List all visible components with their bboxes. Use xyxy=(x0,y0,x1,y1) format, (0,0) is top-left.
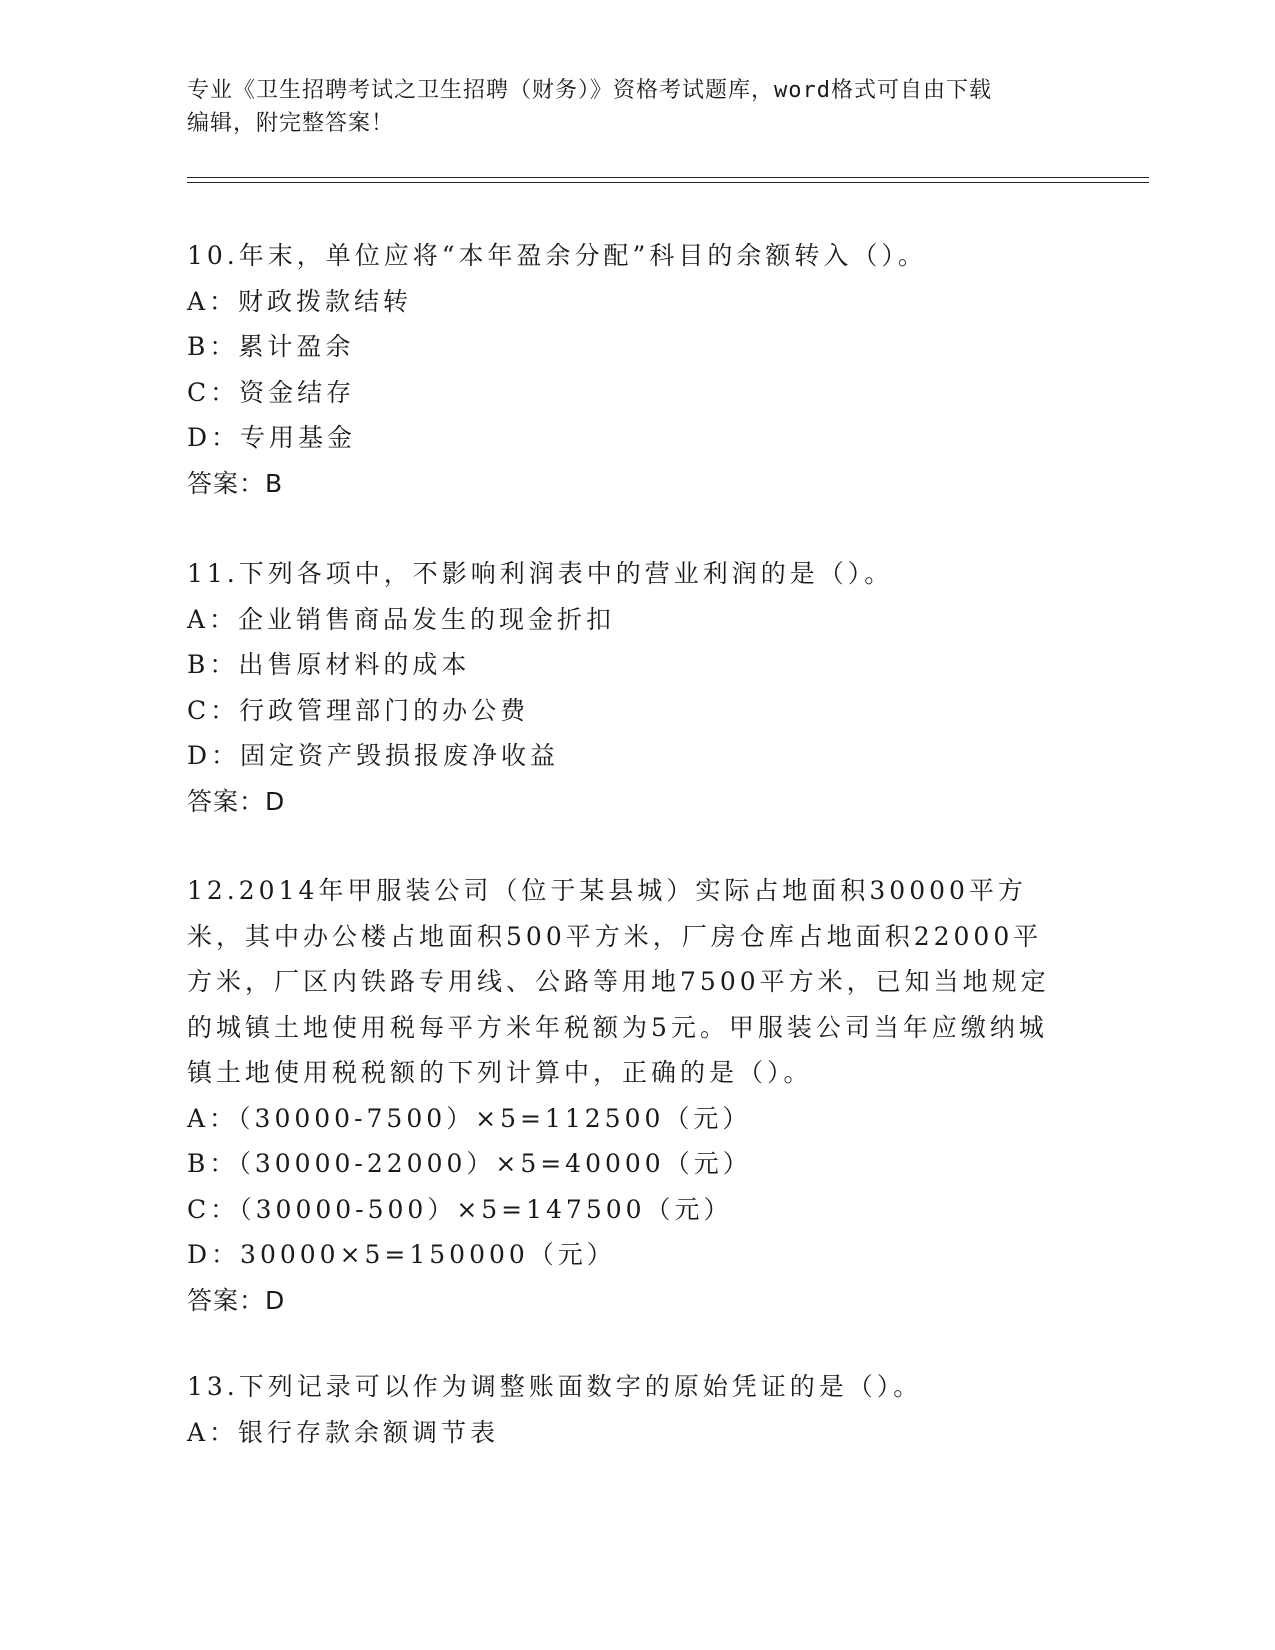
option-a: A：（30000-7500）×5=112500（元） xyxy=(187,1103,752,1133)
option-c: C：（30000-500）×5=147500（元） xyxy=(187,1194,733,1224)
answer: 答案：D xyxy=(187,1285,286,1315)
question-stem: 13.下列记录可以作为调整账面数字的原始凭证的是（）。 xyxy=(187,1372,923,1401)
option-a: A：企业销售商品发生的现金折扣 xyxy=(187,604,616,634)
question-12 xyxy=(187,868,1087,1323)
option-c: C：行政管理部门的办公费 xyxy=(187,695,530,725)
option-a: A：银行存款余额调节表 xyxy=(187,1417,500,1447)
question-stem: 11.下列各项中，不影响利润表中的营业利润的是（）。 xyxy=(187,559,894,588)
question-13 xyxy=(187,1364,1087,1455)
header-divider-top xyxy=(187,177,1149,178)
header-line-2: 编辑，附完整答案！ xyxy=(187,111,395,136)
question-11 xyxy=(187,551,1087,824)
question-stem: 10.年末，单位应将“本年盈余分配”科目的余额转入（）。 xyxy=(187,241,927,270)
option-b: B：（30000-22000）×5=40000（元） xyxy=(187,1149,752,1178)
answer: 答案：D xyxy=(187,786,286,816)
header-line-1: 专业《卫生招聘考试之卫生招聘（财务）》资格考试题库，word格式可自由下载 xyxy=(187,78,992,103)
option-c: C：资金结存 xyxy=(187,377,356,407)
document-header xyxy=(187,74,1087,140)
header-divider-bottom xyxy=(187,182,1149,183)
option-d: D：30000×5=150000（元） xyxy=(187,1240,616,1269)
option-d: D：固定资产毁损报废净收益 xyxy=(187,741,560,770)
option-b: B：累计盈余 xyxy=(187,332,355,361)
question-10 xyxy=(187,233,1087,506)
answer: 答案：B xyxy=(187,468,284,498)
question-stem: 12.2014年甲服装公司（位于某县城）实际占地面积30000平方米，其中办公楼占地面积500平方米，厂房仓库占地面积22000平方米，厂区内铁路专用线、公路等用地7500平方米，已知当地规定的城镇土地使用税每平方米年税额为5元。甲服装公司当年应缴纳城镇土地使用税税额的下列计算中，正确的是（）。 xyxy=(187,876,1050,1087)
option-b: B：出售原材料的成本 xyxy=(187,650,471,679)
option-d: D：专用基金 xyxy=(187,423,357,452)
option-a: A：财政拨款结转 xyxy=(187,286,413,316)
